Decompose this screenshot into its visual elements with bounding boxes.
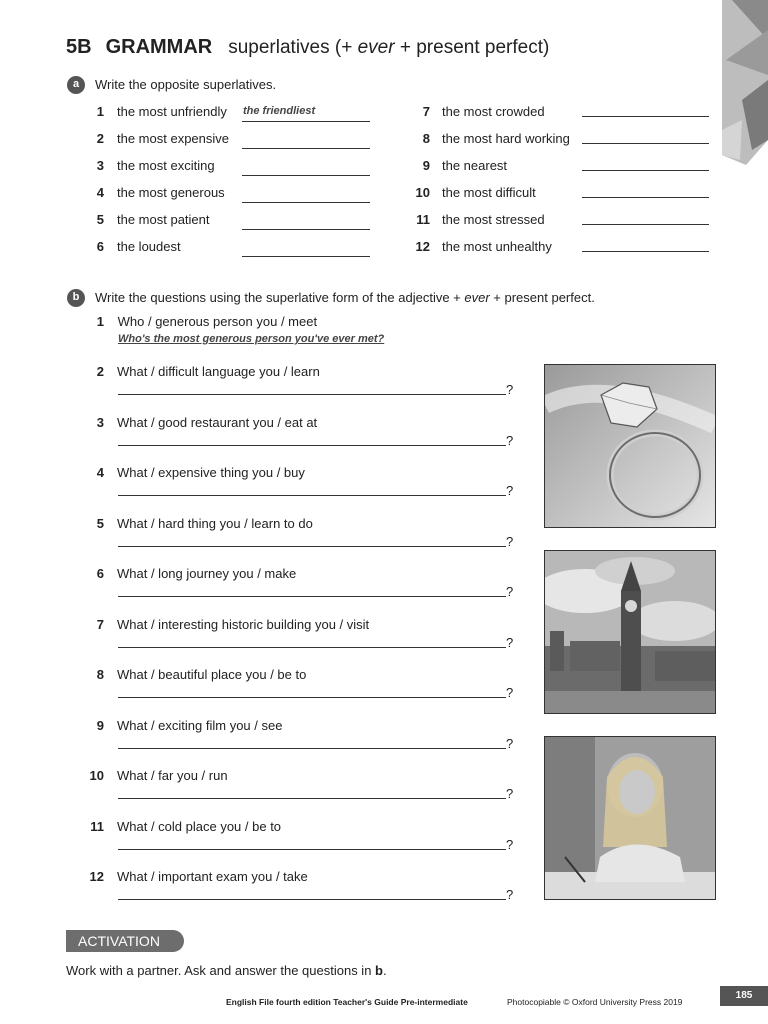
subtitle-pre: superlatives (+ xyxy=(228,37,358,58)
item-number: 5 xyxy=(96,212,104,227)
item-text: the most unhealthy xyxy=(442,239,552,254)
item-number: 10 xyxy=(415,185,430,200)
question-row xyxy=(86,364,320,379)
answer-line[interactable] xyxy=(118,849,506,850)
question-mark: ? xyxy=(506,836,514,852)
question-row xyxy=(86,566,296,581)
question-prompt: What / long journey you / make xyxy=(117,566,297,581)
item-number: 7 xyxy=(422,104,430,119)
item-text: the most unfriendly xyxy=(117,104,227,119)
unit-code: 5B xyxy=(66,36,92,58)
question-prompt: What / interesting historic building you / visit xyxy=(117,616,370,632)
question-number: 8 xyxy=(96,667,104,682)
item-text: the most difficult xyxy=(442,185,536,200)
question-mark: ? xyxy=(506,483,514,498)
answer-line[interactable] xyxy=(118,748,506,749)
footer-book: English File fourth edition Teacher's Guide Pre-intermediate xyxy=(226,997,468,1007)
item-text: the most hard working xyxy=(442,131,570,146)
question-mark: ? xyxy=(506,533,514,549)
item-number: 8 xyxy=(422,131,430,146)
item-text: the most exciting xyxy=(117,158,215,173)
item-text: the most generous xyxy=(117,185,225,200)
question-mark: ? xyxy=(506,634,514,650)
activation-label: ACTIVATION xyxy=(66,930,184,952)
answer-line[interactable] xyxy=(118,798,506,799)
superlative-item xyxy=(90,239,181,257)
example-number: 1 xyxy=(96,314,104,329)
item-text: the nearest xyxy=(442,158,508,173)
superlative-item xyxy=(412,158,507,176)
item-text: the most crowded xyxy=(442,104,545,119)
instr-b-post: + present perfect. xyxy=(489,290,595,305)
item-number: 1 xyxy=(96,104,104,119)
question-number: 5 xyxy=(96,515,104,531)
question-number: 12 xyxy=(89,869,104,884)
answer-line[interactable] xyxy=(582,197,709,198)
question-row xyxy=(86,667,306,682)
question-mark: ? xyxy=(506,432,514,448)
example-row xyxy=(96,314,317,329)
answer-line[interactable] xyxy=(118,445,506,446)
instr-b-ever: ever xyxy=(464,290,490,305)
answer-line[interactable] xyxy=(242,121,370,122)
answer-line[interactable] xyxy=(582,224,709,225)
question-number: 10 xyxy=(89,768,104,783)
activation-text-post: . xyxy=(383,963,387,978)
student-exam-photo xyxy=(544,736,716,900)
question-number: 9 xyxy=(96,717,104,733)
item-text: the loudest xyxy=(117,239,181,254)
big-ben-photo xyxy=(544,550,716,714)
question-mark: ? xyxy=(506,887,514,902)
question-prompt: What / far you / run xyxy=(117,768,228,783)
superlative-item xyxy=(90,131,229,149)
superlative-item xyxy=(412,239,552,257)
question-row xyxy=(86,617,369,632)
question-prompt: What / exciting film you / see xyxy=(117,717,283,733)
item-text: the most stressed xyxy=(442,212,545,227)
example-answer: Who's the most generous person you've ever met? xyxy=(118,333,385,345)
question-prompt: What / difficult language you / learn xyxy=(117,364,320,379)
answer-line[interactable] xyxy=(118,394,506,395)
question-number: 3 xyxy=(96,414,104,430)
subtitle-post: + present perfect) xyxy=(394,37,550,58)
answer-line[interactable] xyxy=(242,256,370,257)
item-number: 4 xyxy=(96,185,104,200)
item-number: 11 xyxy=(416,212,430,227)
question-prompt: What / hard thing you / learn to do xyxy=(117,515,313,531)
answer-line[interactable] xyxy=(118,596,506,597)
answer-line[interactable] xyxy=(582,170,709,171)
item-number: 2 xyxy=(96,131,104,146)
question-mark: ? xyxy=(506,685,514,700)
question-mark: ? xyxy=(506,382,514,397)
page-number: 185 xyxy=(720,986,768,1006)
question-row xyxy=(86,768,228,783)
question-mark: ? xyxy=(506,735,514,751)
superlative-item xyxy=(412,131,570,149)
answer-line[interactable] xyxy=(118,647,506,648)
question-number: 7 xyxy=(96,616,104,632)
section-b-badge: b xyxy=(67,289,85,307)
question-row xyxy=(86,516,313,531)
question-prompt: What / important exam you / take xyxy=(117,869,308,884)
question-row xyxy=(86,465,305,480)
filled-answer: the friendliest xyxy=(243,105,316,117)
corner-decoration xyxy=(722,0,768,165)
answer-line[interactable] xyxy=(582,116,709,117)
question-row xyxy=(86,819,281,834)
instr-b-pre: Write the questions using the superlative form of the adjective + xyxy=(95,290,465,305)
section-heading: GRAMMAR xyxy=(105,36,213,58)
page-title xyxy=(66,36,549,59)
question-number: 11 xyxy=(90,818,104,834)
superlative-item xyxy=(412,212,545,230)
superlative-item xyxy=(412,104,545,122)
superlative-item xyxy=(90,185,225,203)
question-number: 2 xyxy=(96,364,104,379)
item-number: 6 xyxy=(96,239,104,254)
question-prompt: What / cold place you / be to xyxy=(117,818,282,834)
item-text: the most patient xyxy=(117,212,210,227)
section-a-badge: a xyxy=(67,76,85,94)
answer-line[interactable] xyxy=(582,143,709,144)
superlative-item xyxy=(412,185,536,203)
activation-text xyxy=(66,963,387,978)
question-row xyxy=(86,415,317,430)
answer-line[interactable] xyxy=(242,202,370,203)
question-number: 4 xyxy=(96,465,104,480)
answer-line[interactable] xyxy=(582,251,709,252)
item-number: 9 xyxy=(422,158,430,173)
question-number: 6 xyxy=(96,566,104,581)
subtitle-ever: ever xyxy=(357,37,395,58)
question-row xyxy=(86,869,308,884)
answer-line[interactable] xyxy=(118,697,506,698)
superlative-item xyxy=(90,158,215,176)
question-row xyxy=(86,718,282,733)
activation-text-bold: b xyxy=(375,963,383,978)
subtitle xyxy=(228,37,549,58)
answer-line[interactable] xyxy=(242,229,370,230)
answer-line[interactable] xyxy=(242,175,370,176)
superlative-item xyxy=(90,104,227,122)
footer-copyright: Photocopiable © Oxford University Press 2019 xyxy=(507,997,683,1007)
question-mark: ? xyxy=(506,584,514,599)
question-prompt: What / beautiful place you / be to xyxy=(117,667,307,682)
item-text: the most expensive xyxy=(117,131,230,146)
item-number: 12 xyxy=(415,239,430,254)
activation-text-pre: Work with a partner. Ask and answer the questions in xyxy=(66,963,376,978)
answer-line[interactable] xyxy=(118,899,506,900)
diamond-ring-photo xyxy=(544,364,716,528)
section-a-instruction: Write the opposite superlatives. xyxy=(95,77,277,92)
question-mark: ? xyxy=(506,786,514,801)
question-prompt: What / good restaurant you / eat at xyxy=(117,414,318,430)
section-b-instruction xyxy=(95,290,595,305)
answer-line[interactable] xyxy=(118,546,506,547)
question-prompt: What / expensive thing you / buy xyxy=(117,465,305,480)
answer-line[interactable] xyxy=(118,495,506,496)
superlative-item xyxy=(90,212,210,230)
example-prompt: Who / generous person you / meet xyxy=(117,314,318,329)
answer-line[interactable] xyxy=(242,148,370,149)
item-number: 3 xyxy=(96,158,104,173)
